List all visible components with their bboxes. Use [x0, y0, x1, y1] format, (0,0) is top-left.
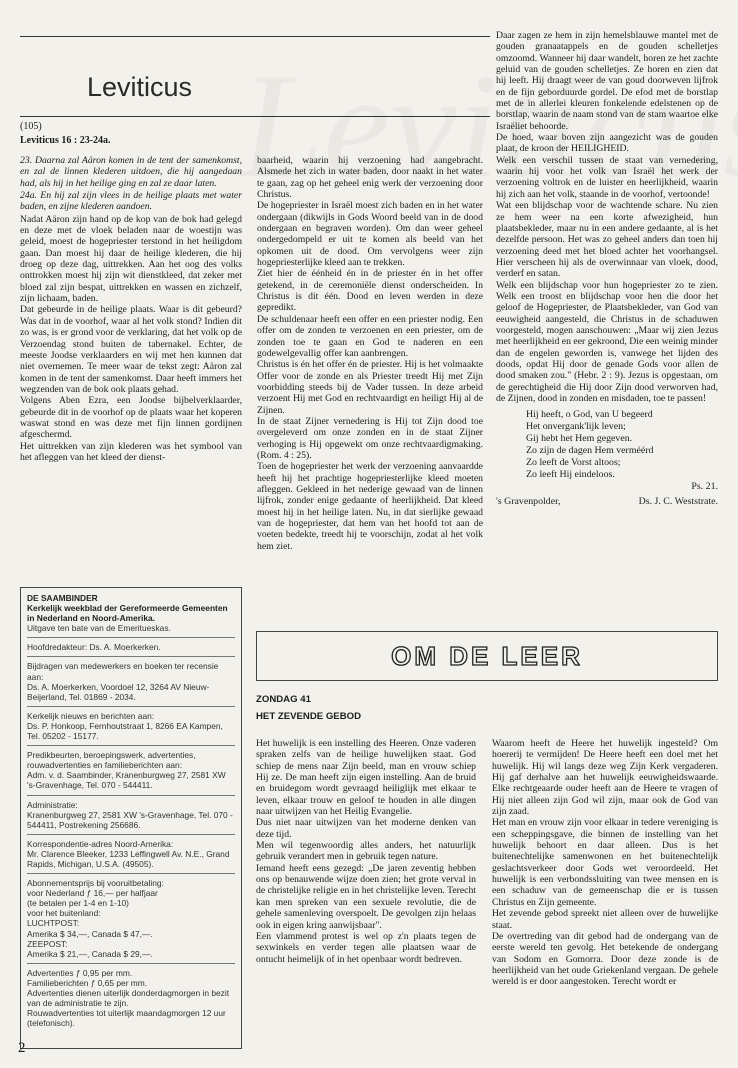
masthead-line: Rouwadvertenties tot uiterlijk maandagmorgen 12 uur (telefonisch).: [27, 1008, 226, 1029]
masthead-line: Amerika $ 34,—, Canada $ 47,—.: [27, 928, 153, 939]
paragraph: Dus niet naar uitwijzen van het moderne denken van deze tijd.: [256, 817, 476, 840]
signature-line: [496, 496, 718, 508]
paragraph: Het uittrekken van zijn klederen was het symbool van het afleggen van het kleed der dienst-: [20, 440, 242, 463]
banner-title: OM DE LEER: [391, 640, 583, 671]
paragraph: Dat gebeurde in de heilige plaats. Waar is dit gebeurd? Was dat in de voorhof, waar al het volk stond? Indien dit zo was, is er grond voor de verklaring, dat het volk op de Verzoendag stond buiten de tabernakel. Echter, de meeste Joodse verklaarders en wij met hen kunnen dat niet overnemen. Te meer waar de tekst zegt: Aäron zal komen in de tent der samenkomst. Daar heeft immers het wegzenden van de bok ook plaats gehad.: [20, 304, 242, 395]
divider: [27, 834, 235, 835]
masthead-line: Administratie:: [27, 799, 78, 810]
divider: [27, 745, 235, 746]
masthead-line: Ds. A. Moerkerken, Voordoel 12, 3264 AV Nieuw-Beijerland, Tel. 01869 - 2034.: [27, 681, 210, 702]
masthead-line: Amerika $ 21,—, Canada $ 29,—.: [27, 948, 153, 959]
section2-column-a: [256, 738, 476, 965]
scripture-reference: Leviticus 16 : 23-24a.: [20, 135, 111, 146]
paragraph: De hoed, waar boven zijn aangezicht was de gouden plaat, de kroon der HEILIGHEID.: [496, 132, 718, 155]
paragraph: Welk een verschil tussen de staat van vernedering, waarin hij voor het volk van Israël het werk der verzoening voltrok en de luister en heerlijkheid, waarin hij zich aan het volk, staande in de voorhof, vertoonde!: [496, 154, 718, 200]
paragraph: Het man en vrouw zijn voor elkaar in tedere vereniging is een scheppingsgave, die binnen de instelling van het huwelijk behoort en daar alleen. Dus is het buitenechtelijke samenwonen en het buitenechtelijk geslachtsverkeer door Gods wet veroordeeld. Het huwelijk is een verbondssluiting van twee mensen en is een schaduw van de gemeenschap die er is tussen Christus en Zijn gemeente.: [492, 817, 718, 908]
divider: [27, 795, 235, 796]
paragraph: Het zevende gebod spreekt niet alleen over de huwelijke staat.: [492, 908, 718, 931]
masthead-line: Advertenties dienen uiterlijk donderdagmorgen in bezit van de administratie te zijn.: [27, 988, 230, 1009]
psalm-verse: [526, 409, 718, 481]
masthead-line: ZEEPOST:: [27, 938, 68, 949]
section-banner: [256, 631, 718, 681]
paragraph: Een vlammend protest is wel op z'n plaats tegen de sexwinkels en verder tegen alle plaatsen waar de ontucht heimelijk of in het openbaar wordt bedreven.: [256, 930, 476, 965]
masthead-line: Abonnementsprijs bij vooruitbetaling:: [27, 878, 164, 889]
paragraph: In de staat Zijner vernedering is Hij tot Zijn dood toe overgeleverd om onze zonden en in de staat Zijner verhoging is Hij opgewekt om onze rechtvaardigmaking. (Rom. 4 : 25).: [257, 415, 483, 461]
paragraph: Christus is én het offer én de priester. Hij is het volmaakte Offer voor de zonde en als Priester treedt Hij met Zijn voorbidding steeds bij de Vader tussen. In deze arbeid verzoent Hij met God en rechtvaardigt en heiligt Hij al de Zijnen.: [257, 359, 483, 416]
paragraph: Daar zagen ze hem in zijn hemelsblauwe mantel met de gouden granaatappels en de gouden schelletjes omzoomd. Wanneer hij daar wandelt, horen ze het zachte geluid van de gouden schelletjes. Ze horen en zien dat hij leeft. Hij draagt weer de van goud doorweven lijfrok en de fijn geborduurde gordel. De efod met de borstlap met de in allerlei kleuren fonkelende edelstenen op de borstlap, waarin de naam stond van de stam waartoe elke Israëliet behoorde.: [496, 30, 718, 132]
title-rule: [20, 116, 490, 117]
poem-line: Het onvergank'lijk leven;: [526, 421, 626, 433]
masthead-line: Bijdragen van medewerkers en boeken ter recensie aan:: [27, 661, 219, 682]
divider: [27, 637, 235, 638]
paragraph: Waarom heeft de Heere het huwelijk ingesteld? Om hoererij te vermijden! De Heere heeft een doel met het huwelijk. Hij wil langs deze weg Zijn Kerk vergaderen. Hij gaf derhalve aan het huwelijk eeuwigheidswaarde. Elke rechtgeaarde ouder heeft aan de Heere te vragen of Hij niet alleen zijn God wil zijn, maar ook de God van zijn zaad.: [492, 738, 718, 818]
page-title: Leviticus: [87, 72, 193, 102]
column-1: [20, 155, 242, 463]
place: 's Gravenpolder,: [496, 496, 561, 508]
sunday-heading: ZONDAG 41: [256, 694, 311, 705]
poem-line: Zo leeft de Vorst altoos;: [526, 457, 621, 469]
masthead-editor: Hoofdredakteur: Ds. A. Moerkerken.: [27, 642, 161, 653]
paragraph: Iemand heeft eens gezegd: „De jaren zeventig hebben ons op benauwende wijze doen zien; het grote verval in de christelijke religie en in het christelijke leven. Terecht kan men spreken van een sexuele revolutie, die de gehele samenleving overspoelt. De gevolgen zijn helaas ook in eigen kring aanwijsbaar".: [256, 862, 476, 931]
divider: [27, 656, 235, 657]
masthead-line: Korrespondentie-adres Noord-Amerika:: [27, 838, 174, 849]
paragraph: Men wil tegenwoordig alles anders, het natuurlijk gebruik verandert men in gebruik tegen nature.: [256, 840, 476, 863]
paragraph: baarheid, waarin hij verzoening had aangebracht. Alsmede het zich in water baden, door naakt in het water te gaan, zag op het geheel enig werk der verzoening door Christus.: [257, 155, 483, 201]
paragraph: De hogepriester in Israël moest zich baden en in het water ondergaan (dikwijls in Gods Woord beeld van in de dood ondergaan en begraven worden). Om dan weer geheel ondergedompeld er uit te komen als beeld van het opkomen uit de dood. Om vervolgens weer zijn hogepriesterlijke kleed aan te trekken.: [257, 200, 483, 269]
top-rule: [20, 36, 490, 37]
masthead-line: Ds. P. Honkoop, Fernhoutstraat 1, 8266 EA Kampen, Tel. 05202 - 15177.: [27, 720, 223, 742]
divider: [27, 873, 235, 874]
masthead-name: DE SAAMBINDER: [27, 593, 98, 603]
verse-24: 24a. En hij zal zijn vlees in de heilige plaats met water baden, en zijne klederen aandoen.: [20, 190, 242, 213]
masthead-line: Adm. v. d. Saambinder, Kranenburgweg 27, 2581 XW 's-Gravenhage, Tel. 070 - 544411.: [27, 770, 226, 791]
article-number: (105): [20, 121, 42, 132]
psalm-ref: Ps. 21.: [691, 481, 718, 493]
column-3: [496, 30, 718, 508]
masthead-line: (te betalen per 1-4 en 1-10): [27, 898, 129, 909]
section2-column-b: [492, 738, 718, 988]
masthead-line: Kerkelijk nieuws en berichten aan:: [27, 710, 155, 721]
paragraph: Het huwelijk is een instelling des Heeren. Onze vaderen spraken zelfs van de heilige huwelijken staat. God schiep de mens naar Zijn beeld, man en vrouw schiep Hij ze. De man heeft zijn eigen instelling. Aan de bruid en bruidegom wordt gevraagd heiliglijk met elkaar te leven, elkaar trouw en geloof te houden in alle dingen naar uitwijzen van het Heilig Evangelie.: [256, 738, 476, 818]
masthead-line: voor Nederland ƒ 16,— per halfjaar: [27, 888, 158, 899]
author: Ds. J. C. Weststrate.: [638, 496, 718, 508]
paragraph: Toen de hogepriester het werk der verzoening aanvaardde heeft hij het prachtige hogepriesterlijke kleed moeten afleggen. Gekleed in het nederige gewaad van de linnen lijfrok, zonder enige gedaante of heerlijkheid. Dat kleed moest hij in het heilige laten. Nu, in dat sierlijke gewaad van de hogepriester, dat hem van het hoofd tot aan de voeten bedekte, treedt hij te voorschijn, zodat al het volk hem ziet.: [257, 461, 483, 552]
masthead-sub: Kerkelijk weekblad der Gereformeerde Gemeenten in Nederland en Noord-Amerika.: [27, 603, 228, 624]
paragraph: Ziet hier de éénheid én in de priester én in het offer getekend, in de ceremoniële dienst onderscheiden. In Christus is dit één. Dood en leven werden in deze gepredikt.: [257, 268, 483, 314]
paragraph: De overtreding van dit gebod had de ondergang van de eerste wereld ten gevolg. Het betekende de ondergang van Sodom en Gomorra. Door deze zonde is de heerlijkheid van het oude Griekenland vergaan. De gehele wereld is er door aangestoken. Terecht wordt er: [492, 930, 718, 988]
paragraph: De schuldenaar heeft een offer en een priester nodig. Een offer om de zonden te verzoenen en een priester, om de zonden toe te gaan en God te naderen en een godewelgevallig offer kan aanbrengen.: [257, 313, 483, 359]
divider: [27, 963, 235, 964]
masthead-publisher: Uitgave ten bate van de Emeritueskas.: [27, 623, 171, 634]
poem-line: Gij hebt het Hem gegeven.: [526, 433, 633, 445]
divider: [27, 706, 235, 707]
masthead-line: Predikbeurten, beroepingswerk, advertenties, rouwadvertenties en familieberichten aan:: [27, 750, 196, 771]
page-number: 2: [18, 1040, 26, 1056]
masthead-line: Mr. Clarence Bleeker, 1233 Leffingwell Av. N.E., Grand Rapids, Michigan, U.S.A. (49505).: [27, 848, 230, 869]
paragraph: Nadat Aäron zijn hand op de kop van de bok had gelegd en deze met de vloek beladen naar de woestijn was geleid, moest de hogepriester terstond in het heiligdom gaan. Dan moest hij daar de heilige klederen, die hij droeg op deze dag, uittrekken. Aan het oog des volks onttrokken moest hij zijn wit dienstkleed, dat zeker met bloed zal zijn bespat, uittrekken en wassen en zichzelf, zijn lichaam, baden.: [20, 213, 242, 305]
masthead-line: voor het buitenland:: [27, 908, 101, 919]
masthead-line: Advertenties ƒ 0,95 per mm.: [27, 967, 133, 978]
section-heading: HET ZEVENDE GEBOD: [256, 711, 362, 722]
masthead-line: Familieberichten ƒ 0,65 per mm.: [27, 977, 148, 988]
poem-line: Zo leeft Hij eindeloos.: [526, 469, 615, 481]
masthead-box: [20, 587, 242, 1049]
paragraph: Welk een blijdschap voor hun hogepriester zo te zien. Welk een troost en blijdschap voor hen die door het geloof de Hogepriester, de Plaatsbekleder, van God van eeuwigheid aangesteld, die Christus in de schaduwen voorgesteld, mogen aanschouwen: „Maar wij zien Jezus met heerlijkheid en eer gekroond, Die een weinig minder dan de engelen geworden is, vanwege het lijden des doods, opdat Hij door de genade Gods voor allen de dood smaken zou." (Hebr. 2 : 9). Jezus is opgestaan, om de gerechtigheid die Hij door Zijn dood verworven had, de Zijnen, dood in zonden en misdaden, toe te passen!: [496, 279, 718, 404]
paragraph: Wat een blijdschap voor de wachtende schare. Nu zien ze hem weer na een korte afwezigheid, hun plaatsbekleder, maar nu in een andere gedaante, al is het dezelfde persoon. Het was zo geheel anders dan toen hij verzoening deed met het bloed achter het voorhangsel. Hier verscheen hij als de overwinnaar van vloek, dood, verderf en satan.: [496, 200, 718, 280]
poem-line: Zo zijn de dagen Hem verméérd: [526, 445, 654, 457]
masthead-line: LUCHTPOST:: [27, 918, 80, 929]
paragraph: Volgens Aben Ezra, een Joodse bijbelverklaarder, gebeurde dit in de voorhof op de plaats waar het koperen waswat stond en was deze met fijn linnen gordijnen afgeschermd.: [20, 395, 242, 441]
masthead-line: Kranenburgweg 27, 2581 XW 's-Gravenhage, Tel. 070 - 544411, Postrekening 256686.: [27, 809, 233, 830]
column-2: [257, 155, 483, 552]
verse-23: 23. Daarna zal Aäron komen in de tent der samenkomst, en zal de linnen klederen uitdoen, die hij aangedaan had, als hij in het heilige ging en zal ze daar laten.: [20, 155, 242, 189]
poem-line: Hij heeft, o God, van U begeerd: [526, 409, 653, 421]
